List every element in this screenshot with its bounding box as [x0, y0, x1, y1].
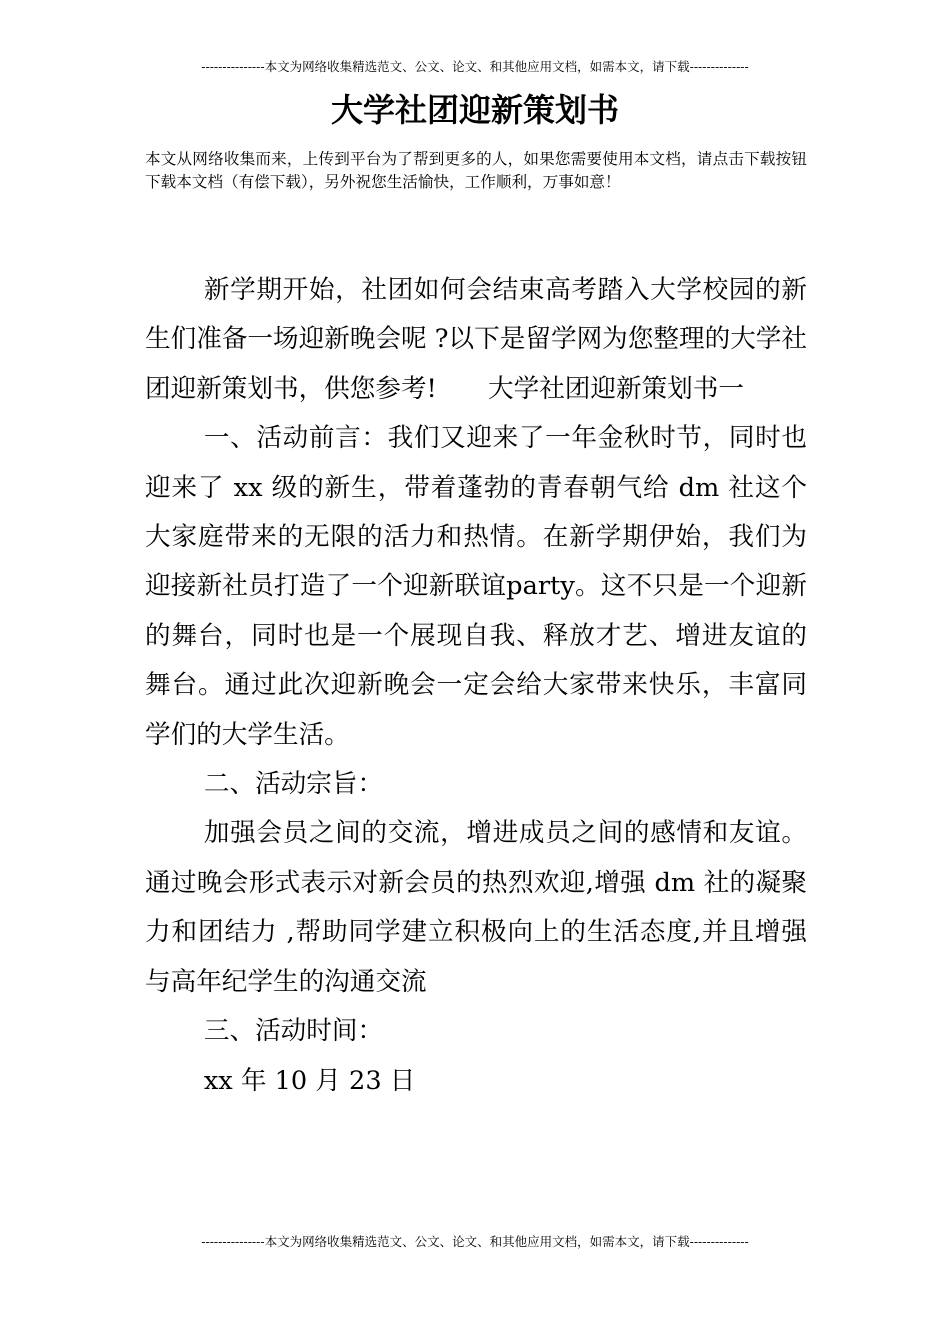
running-header: ---------------本文为网络收集精选范文、公文、论文、和其他应用文档，如需本文，请下载-------------- [201, 59, 749, 74]
paragraph-purpose: 加强会员之间的交流，增进成员之间的感情和友谊。通过晚会形式表示对新会员的热烈欢迎,增强 dm 社的凝聚力和团结力 ,帮助同学建立积极向上的生活态度,并且增强与高年纪学生的沟通交流 [145, 818, 807, 997]
heading-purpose: 二、活动宗旨： [203, 769, 384, 800]
document-title: 大学社团迎新策划书 [330, 91, 619, 129]
paragraph-preface: 一、活动前言：我们又迎来了一年金秋时节，同时也迎来了 xx 级的新生，带着蓬勃的青春朝气给 dm 社这个大家庭带来的无限的活力和热情。在新学期伊始，我们为迎接新社员打造了一个迎新联谊party。这不只是一个迎新的舞台，同时也是一个展现自我、释放才艺、增进友谊的舞台。通过此次迎新晚会一定会给大家带来快乐，丰富同学们的大学生活。 [145, 423, 807, 750]
running-footer: ---------------本文为网络收集精选范文、公文、论文、和其他应用文档，如需本文，请下载-------------- [201, 1234, 749, 1249]
paragraph-date: xx 年 10 月 23 日 [203, 1065, 416, 1096]
paragraph-intro: 新学期开始，社团如何会结束高考踏入大学校园的新生们准备一场迎新晚会呢 ?以下是留学网为您整理的大学社团迎新策划书，供您参考! 大学社团迎新策划书一 [145, 275, 807, 404]
heading-time: 三、活动时间： [203, 1016, 384, 1047]
download-notice: 本文从网络收集而来，上传到平台为了帮到更多的人，如果您需要使用本文档，请点击下载按钮下载本文档（有偿下载），另外祝您生活愉快，工作顺利，万事如意！ [145, 150, 807, 191]
document-body [145, 266, 807, 1106]
